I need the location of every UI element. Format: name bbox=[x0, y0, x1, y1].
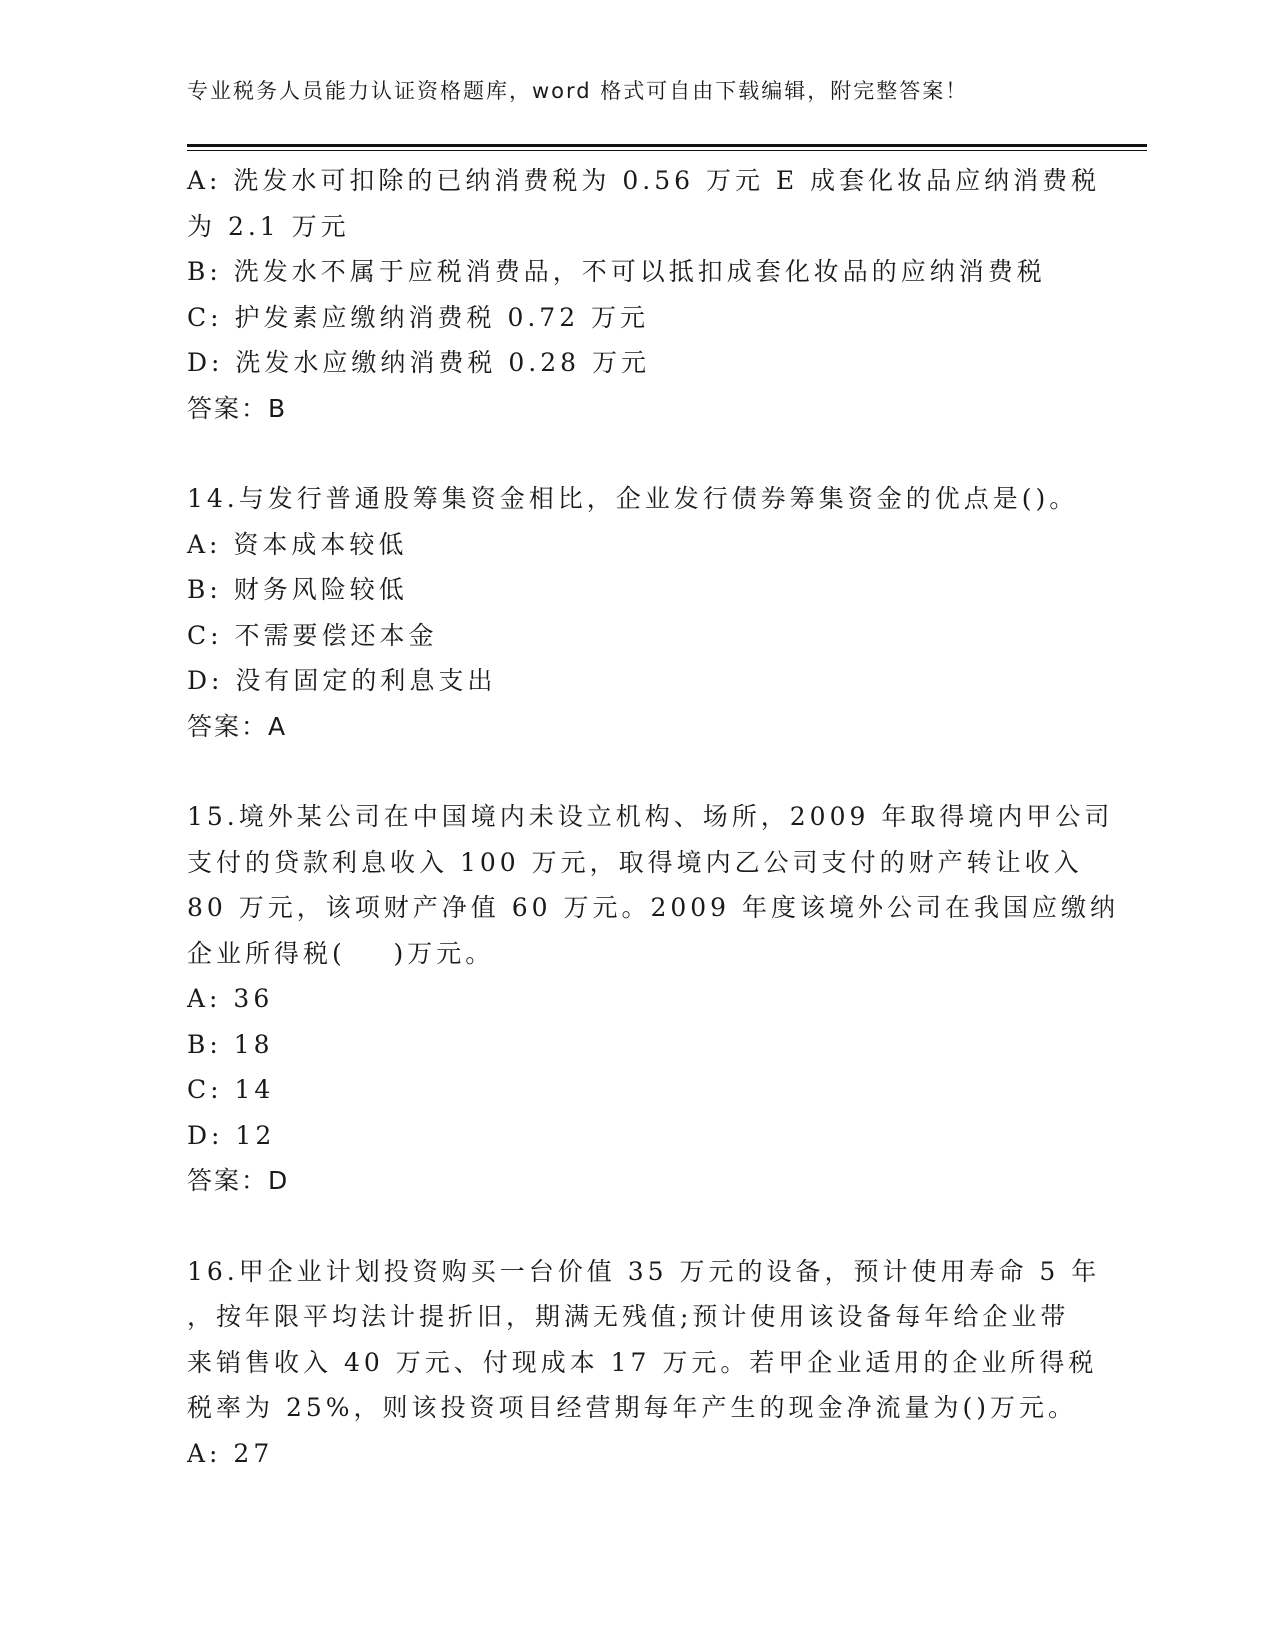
page-header: 专业税务人员能力认证资格题库，word 格式可自由下载编辑，附完整答案！ bbox=[187, 79, 969, 103]
spacer bbox=[187, 1204, 1087, 1249]
header-rule-thick bbox=[187, 144, 1147, 147]
q14-answer: 答案：A bbox=[187, 711, 288, 741]
q13-option-a-line1: A: 洗发水可扣除的已纳消费税为 0.56 万元 E 成套化妆品应纳消费税 bbox=[187, 166, 1101, 195]
q15-stem-line3: 80 万元，该项财产净值 60 万元。2009 年度该境外公司在我国应缴纳 bbox=[187, 893, 1120, 922]
q13-option-c: C: 护发素应缴纳消费税 0.72 万元 bbox=[187, 302, 650, 332]
q13-answer: 答案：B bbox=[187, 393, 288, 423]
q15-stem-line2: 支付的贷款利息收入 100 万元，取得境内乙公司支付的财产转让收入 bbox=[187, 847, 1083, 877]
q16-stem-line1: 16.甲企业计划投资购买一台价值 35 万元的设备，预计使用寿命 5 年 bbox=[187, 1256, 1101, 1286]
q16-stem-line4: 税率为 25%，则该投资项目经营期每年产生的现金净流量为()万元。 bbox=[187, 1393, 1078, 1422]
q14-option-d: D: 没有固定的利息支出 bbox=[187, 666, 497, 695]
spacer bbox=[187, 431, 1087, 476]
q16-stem-line2: ，按年限平均法计提折旧，期满无残值;预计使用该设备每年给企业带 bbox=[187, 1302, 1070, 1331]
question-13 bbox=[187, 158, 1101, 431]
q14-option-b: B: 财务风险较低 bbox=[187, 575, 408, 604]
q14-stem: 14.与发行普通股筹集资金相比，企业发行债券筹集资金的优点是()。 bbox=[187, 484, 1079, 513]
q15-option-a: A: 36 bbox=[187, 984, 274, 1013]
q15-answer: 答案：D bbox=[187, 1166, 290, 1195]
q15-stem-line1: 15.境外某公司在中国境内未设立机构、场所，2009 年取得境内甲公司 bbox=[187, 802, 1114, 831]
q13-option-b: B: 洗发水不属于应税消费品，不可以抵扣成套化妆品的应纳消费税 bbox=[187, 257, 1046, 286]
header-rule-thin bbox=[187, 150, 1147, 151]
q16-option-a: A: 27 bbox=[187, 1438, 274, 1468]
q14-option-c: C: 不需要偿还本金 bbox=[187, 620, 438, 650]
q13-option-d: D: 洗发水应缴纳消费税 0.28 万元 bbox=[187, 348, 650, 377]
question-15 bbox=[187, 794, 1120, 1204]
question-16 bbox=[187, 1249, 1101, 1477]
spacer bbox=[187, 749, 1087, 794]
q14-option-a: A: 资本成本较低 bbox=[187, 529, 408, 559]
q15-option-d: D: 12 bbox=[187, 1120, 276, 1150]
q15-option-b: B: 18 bbox=[187, 1029, 274, 1059]
q15-stem-line4: 企业所得税( )万元。 bbox=[187, 938, 495, 968]
q13-option-a-line2: 为 2.1 万元 bbox=[187, 211, 350, 241]
q15-option-c: C: 14 bbox=[187, 1075, 275, 1104]
q16-stem-line3: 来销售收入 40 万元、付现成本 17 万元。若甲企业适用的企业所得税 bbox=[187, 1347, 1098, 1377]
question-14 bbox=[187, 476, 1087, 749]
question-content bbox=[187, 158, 1120, 1476]
